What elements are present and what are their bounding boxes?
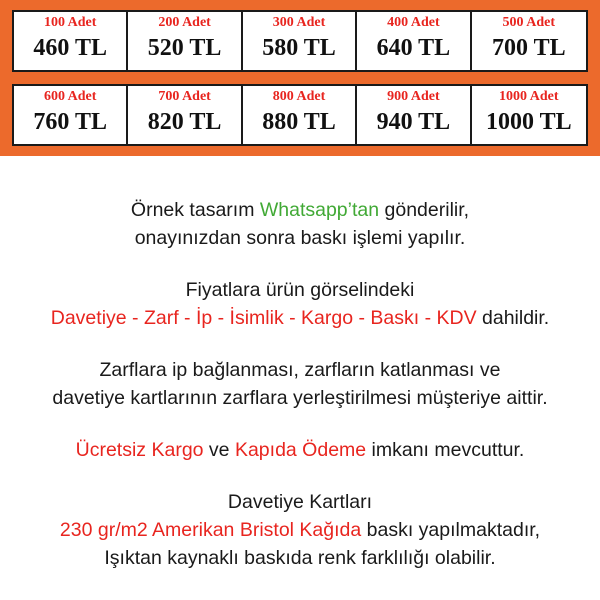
text-fragment: dahildir. [476,307,550,329]
quantity-label: 1000 Adet [499,89,559,104]
price-row-2 [12,84,588,146]
price-row-1 [12,10,588,72]
price-cell-300 [243,12,357,70]
paper-type-highlight: 230 gr/m2 Amerikan Bristol Kağıda [59,519,362,541]
customer-responsibility-paragraph [0,356,600,412]
price-cell-800 [243,86,357,144]
design-approval-line-2: onayınızdan sonra baskı işlemi yapılır. [134,227,466,249]
quantity-label: 700 Adet [158,89,211,104]
paper-info-line-3: Işıktan kaynaklı baskıda renk farklılığı olabilir. [104,547,496,569]
included-items-list: Davetiye - Zarf - İp - İsimlik - Kargo - Baskı - KDV [50,307,477,329]
text-fragment: gönderilir, [379,199,470,221]
paper-info-paragraph [0,488,600,572]
price-cell-900 [357,86,471,144]
price-value: 580 TL [262,35,336,61]
price-value: 700 TL [492,35,566,61]
price-value: 760 TL [33,109,107,135]
shipping-payment-line [0,436,600,464]
price-cell-400 [357,12,471,70]
price-cell-700 [128,86,242,144]
quantity-label: 900 Adet [387,89,440,104]
info-text [0,196,600,596]
paper-info-line-1: Davetiye Kartları [227,491,373,513]
price-cell-100 [14,12,128,70]
quantity-label: 200 Adet [158,15,211,30]
quantity-label: 500 Adet [502,15,556,30]
cash-on-delivery-highlight: Kapıda Ödeme [234,439,367,461]
design-approval-line-1 [0,196,600,224]
shipping-payment-paragraph [0,436,600,464]
quantity-label: 400 Adet [387,15,440,30]
included-items-line-1: Fiyatlara ürün görselindeki [185,279,415,301]
customer-responsibility-line-2: davetiye kartlarının zarflara yerleştirilmesi müşteriye aittir. [52,387,548,409]
price-value: 940 TL [376,109,451,135]
price-value: 460 TL [33,35,107,61]
design-approval-paragraph [0,196,600,252]
text-fragment: Örnek tasarım [130,199,260,221]
included-items-paragraph [0,276,600,332]
text-fragment: baskı yapılmaktadır, [361,519,541,541]
quantity-label: 100 Adet [43,15,97,30]
price-value: 520 TL [147,35,222,61]
price-value: 1000 TL [486,109,572,135]
free-shipping-highlight: Ücretsiz Kargo [75,439,204,461]
quantity-label: 300 Adet [272,15,326,30]
price-cell-200 [128,12,242,70]
price-value: 880 TL [262,109,336,135]
text-fragment: imkanı mevcuttur. [366,439,525,461]
quantity-label: 800 Adet [272,89,326,104]
price-value: 820 TL [147,109,222,135]
price-panel [0,0,600,156]
price-cell-500 [472,12,586,70]
text-fragment: ve [203,439,235,461]
price-cell-1000 [472,86,586,144]
whatsapp-highlight: Whatsapp’tan [259,199,380,221]
customer-responsibility-line-1: Zarflara ip bağlanması, zarfların katlanması ve [99,359,501,381]
price-cell-600 [14,86,128,144]
quantity-label: 600 Adet [43,89,97,104]
included-items-line-2 [0,304,600,332]
paper-info-line-2 [0,516,600,544]
price-value: 640 TL [376,35,451,61]
